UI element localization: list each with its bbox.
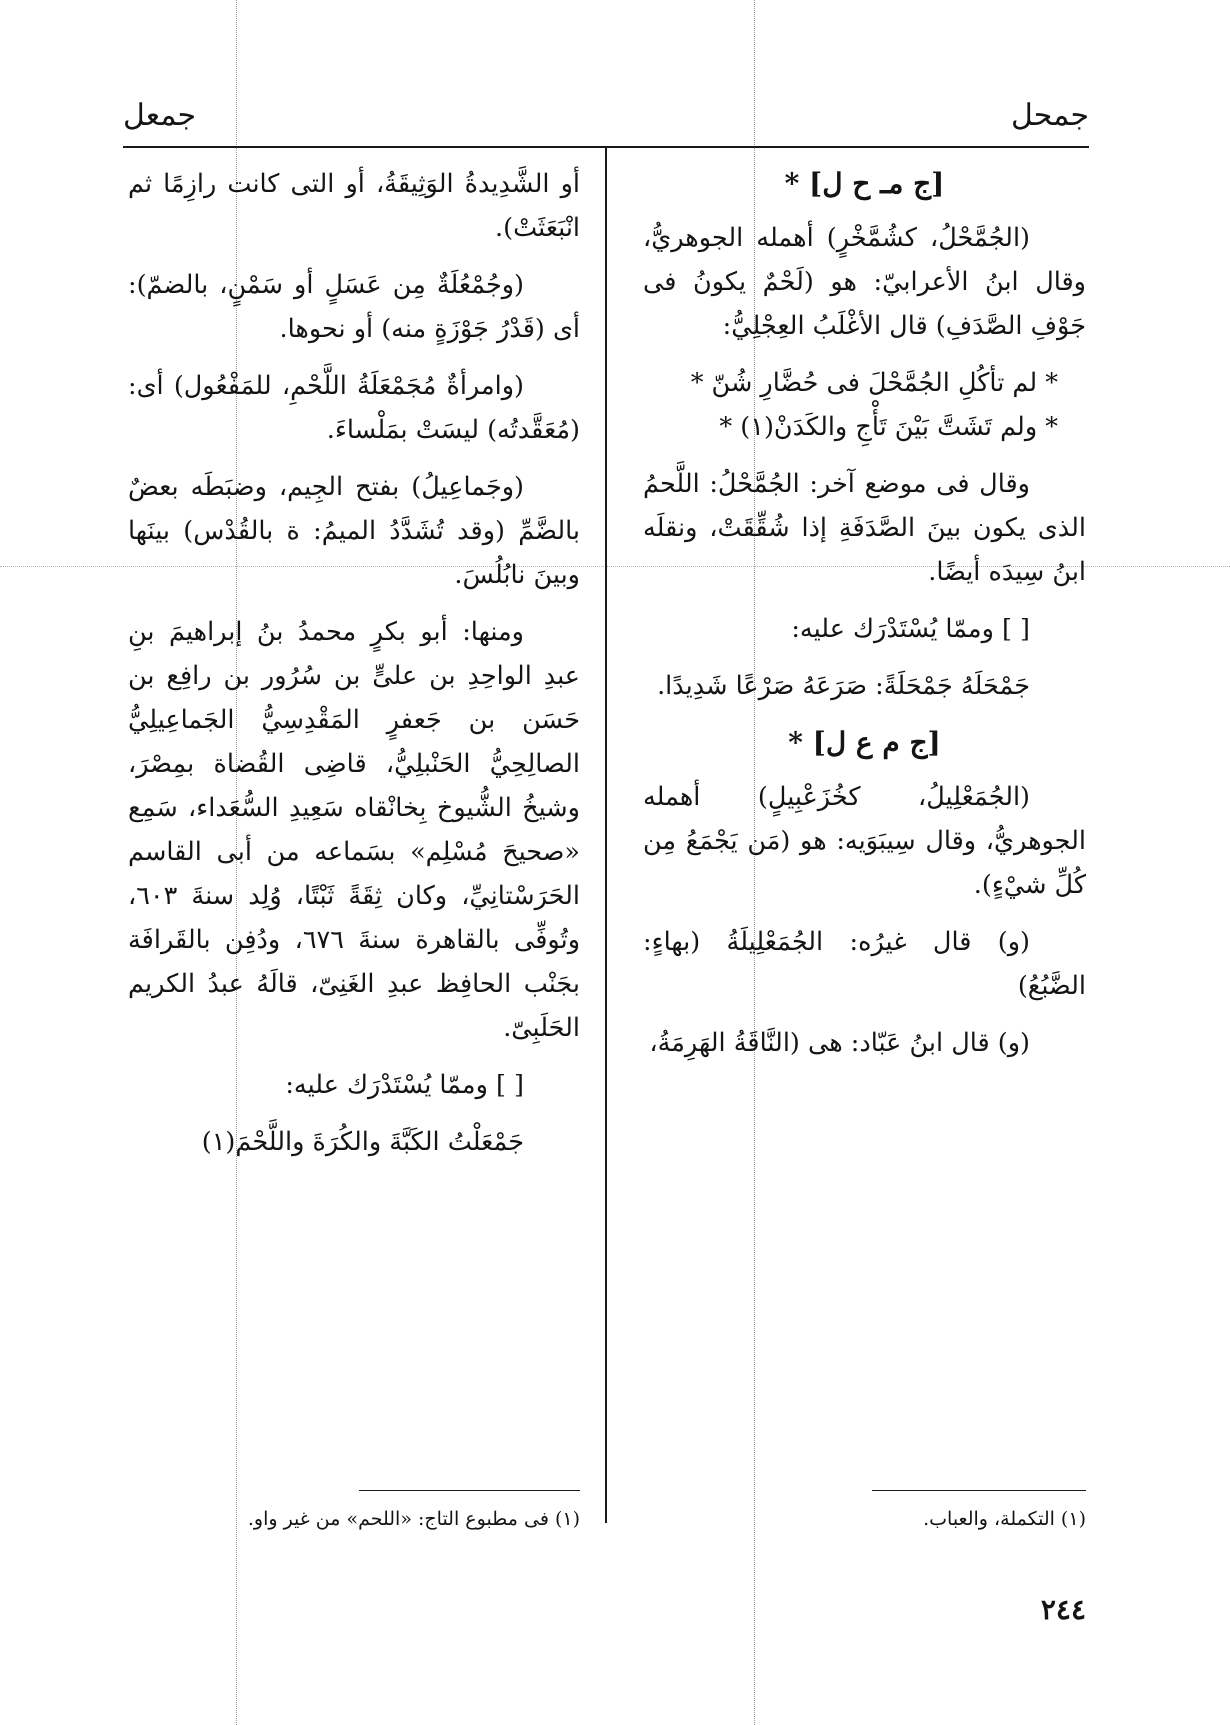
column-divider [605, 148, 607, 1523]
mustadrak-label: [ ] وممّا يُسْتَدْرَك عليه: [791, 614, 1030, 644]
entry-paragraph: أو الشَّدِيدةُ الوَثِيقَةُ، أو التى كانت رازِمًا ثم انْبَعَثَتْ). [128, 169, 580, 243]
mustadrak-label: [ ] وممّا يُسْتَدْرَك عليه: [285, 1070, 524, 1100]
entry-paragraph: جَمْحَلَهُ جَمْحَلَةً: صَرَعَهُ صَرْعًا شَدِيدًا. [657, 671, 1030, 701]
footnote-left: (١) فى مطبوع التاج: «اللحم» من غير واو. [247, 1508, 580, 1530]
right-column [643, 162, 1086, 1078]
footnote-right: (١) التكملة، والعباب. [923, 1508, 1086, 1530]
running-head-right: جمحل [1011, 98, 1089, 133]
verse-line: * ولم تَشَتَّ بَيْنَ تَأْجِ والكَدَنْ(١) * [719, 412, 1058, 442]
running-head-left: جمعل [123, 98, 197, 133]
entry-paragraph: (الجُمَّحْلُ، كشُمَّخْرٍ) أهمله الجوهريُّ، وقال ابنُ الأعرابيّ: هو (لَحْمٌ يكونُ فى جَوْفِ الصَّدَفِ) قال الأغْلَبُ العِجْلِيُّ: [643, 223, 1086, 341]
entry-paragraph: جَمْعَلْتُ الكَبَّةَ والكُرَةَ واللَّحْمَ(١) [201, 1127, 524, 1157]
verse-line: * لم تأكُلِ الجُمَّحْلَ فى حُضَّارِ شُنّ * [690, 368, 1058, 398]
footnote-rule [359, 1490, 580, 1491]
page-number: ٢٤٤ [1040, 1593, 1086, 1626]
entry-paragraph: (وامرأةٌ مُجَمْعَلَةُ اللَّحْمِ، للمَفْعُول) أى: (مُعَقَّدتُه) ليسَتْ بمَلْساءَ. [128, 371, 580, 445]
entry-paragraph: (و) قال ابنُ عَبّاد: هى (النَّاقَةُ الهَرِمَةُ، [649, 1028, 1030, 1058]
entry-heading: [ج م ع ل] * [788, 726, 941, 759]
entry-paragraph: (الجُمَعْلِيلُ، كخُزَعْبِيلٍ) أهمله الجوهريُّ، وقال سِيبَوَيه: هو (مَن يَجْمَعُ مِن كُلِّ شيْءٍ). [643, 782, 1086, 900]
entry-paragraph: (وجُمْعُلَةٌ مِن عَسَلٍ أو سَمْنٍ، بالضمّ): أى (قَدْرُ جَوْزَةٍ منه) أو نحوها. [128, 270, 580, 344]
entry-heading: [ج مـ ح ل] * [784, 167, 945, 200]
entry-paragraph: (وجَماعِيلُ) بفتح الجِيم، وضبَطَه بعضٌ بالضَّمِّ (وقد تُشَدَّدُ الميمُ: ة بالقُدْس) بينَها وبينَ نابُلُسَ. [128, 472, 580, 590]
left-column [128, 162, 580, 1177]
entry-paragraph: (و) قال غيرُه: الجُمَعْلِيلَةُ (بهاءٍ: الضَّبُعُ) [643, 927, 1086, 1001]
entry-paragraph: وقال فى موضع آخر: الجُمَّحْلُ: اللَّحمُ الذى يكون بينَ الصَّدَفَةِ إذا شُقِّقَتْ، ونقلَه ابنُ سِيدَه أيضًا. [643, 469, 1086, 587]
footnote-rule [872, 1490, 1086, 1491]
entry-paragraph: ومنها: أبو بكرٍ محمدُ بنُ إبراهيمَ بنِ عبدِ الواحِدِ بن علىٍّ بن سُرُور بن رافِع بن حَسَن بن جَعفرٍ المَقْدِسِيُّ الجَماعِيلِيُّ الصالِحِيُّ الحَنْبلِيُّ، قاضِى القُضاة بمِصْرَ، وشيخُ الشُّيوخ بِخانْقاه سَعِيدِ السُّعَداء، سَمِع «صحيحَ مُسْلِم» بسَماعه من أبى القاسم الحَرَسْتانِيِّ، وكان ثِقَةً ثَبْتًا، وُلِد سنةَ ٦٠٣، وتُوفِّى بالقاهرة سنةَ ٦٧٦، ودُفِن بالقَرافَة بجَنْب الحافِظ عبدِ الغَنِىّ، قالَهُ عبدُ الكريم الحَلَبِىّ. [128, 617, 581, 1043]
